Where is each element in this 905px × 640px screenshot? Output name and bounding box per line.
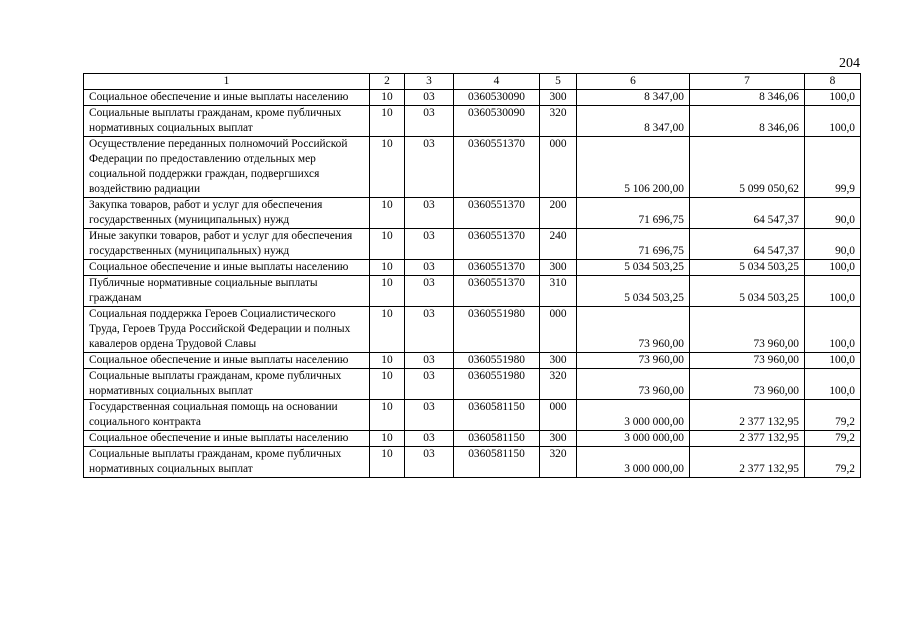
- row-actual-amount: 64 547,37: [690, 229, 805, 260]
- row-planned-amount: 71 696,75: [577, 229, 690, 260]
- row-execution-percent: 99,9: [805, 137, 861, 198]
- row-description: Иные закупки товаров, работ и услуг для обеспечения государственных (муниципальных) нужд: [84, 229, 370, 260]
- table-row: [84, 229, 861, 260]
- row-expense-type-code: 310: [540, 276, 577, 307]
- row-actual-amount: 5 034 503,25: [690, 276, 805, 307]
- row-target-article-code: 0360530090: [454, 106, 540, 137]
- row-execution-percent: 100,0: [805, 353, 861, 369]
- row-target-article-code: 0360551370: [454, 229, 540, 260]
- row-planned-amount: 73 960,00: [577, 353, 690, 369]
- row-actual-amount: 73 960,00: [690, 353, 805, 369]
- row-section-code: 10: [370, 137, 405, 198]
- row-planned-amount: 5 034 503,25: [577, 276, 690, 307]
- row-planned-amount: 5 034 503,25: [577, 260, 690, 276]
- row-planned-amount: 8 347,00: [577, 90, 690, 106]
- header-cell: 2: [370, 74, 405, 90]
- row-description: Государственная социальная помощь на основании социального контракта: [84, 400, 370, 431]
- row-target-article-code: 0360530090: [454, 90, 540, 106]
- row-actual-amount: 2 377 132,95: [690, 431, 805, 447]
- row-section-code: 10: [370, 106, 405, 137]
- row-section-code: 10: [370, 276, 405, 307]
- row-subsection-code: 03: [405, 260, 454, 276]
- row-target-article-code: 0360551370: [454, 137, 540, 198]
- row-section-code: 10: [370, 431, 405, 447]
- row-execution-percent: 100,0: [805, 260, 861, 276]
- row-expense-type-code: 000: [540, 307, 577, 353]
- table-row: [84, 431, 861, 447]
- row-subsection-code: 03: [405, 137, 454, 198]
- row-description: Социальная поддержка Героев Социалистического Труда, Героев Труда Российской Федерации и полных кавалеров ордена Трудовой Славы: [84, 307, 370, 353]
- row-expense-type-code: 320: [540, 447, 577, 478]
- row-subsection-code: 03: [405, 447, 454, 478]
- row-expense-type-code: 300: [540, 90, 577, 106]
- row-expense-type-code: 000: [540, 400, 577, 431]
- row-execution-percent: 100,0: [805, 90, 861, 106]
- page-number: 204: [839, 56, 860, 71]
- row-target-article-code: 0360551370: [454, 276, 540, 307]
- row-actual-amount: 8 346,06: [690, 106, 805, 137]
- row-subsection-code: 03: [405, 106, 454, 137]
- row-expense-type-code: 000: [540, 137, 577, 198]
- row-section-code: 10: [370, 353, 405, 369]
- row-description: Социальное обеспечение и иные выплаты населению: [84, 90, 370, 106]
- header-cell: 1: [84, 74, 370, 90]
- budget-execution-table: [83, 73, 861, 478]
- row-actual-amount: 2 377 132,95: [690, 447, 805, 478]
- row-execution-percent: 90,0: [805, 198, 861, 229]
- row-section-code: 10: [370, 400, 405, 431]
- row-section-code: 10: [370, 229, 405, 260]
- row-actual-amount: 5 034 503,25: [690, 260, 805, 276]
- row-actual-amount: 8 346,06: [690, 90, 805, 106]
- table-row: [84, 400, 861, 431]
- row-description: Социальные выплаты гражданам, кроме публичных нормативных социальных выплат: [84, 106, 370, 137]
- row-description: Социальное обеспечение и иные выплаты населению: [84, 353, 370, 369]
- header-cell: 3: [405, 74, 454, 90]
- row-description: Социальное обеспечение и иные выплаты населению: [84, 260, 370, 276]
- table-row: [84, 137, 861, 198]
- row-subsection-code: 03: [405, 400, 454, 431]
- row-section-code: 10: [370, 307, 405, 353]
- row-execution-percent: 100,0: [805, 106, 861, 137]
- header-cell: 8: [805, 74, 861, 90]
- header-cell: 4: [454, 74, 540, 90]
- row-execution-percent: 79,2: [805, 431, 861, 447]
- row-target-article-code: 0360551980: [454, 307, 540, 353]
- header-cell: 6: [577, 74, 690, 90]
- row-description: Социальные выплаты гражданам, кроме публичных нормативных социальных выплат: [84, 447, 370, 478]
- row-expense-type-code: 300: [540, 431, 577, 447]
- row-actual-amount: 5 099 050,62: [690, 137, 805, 198]
- row-planned-amount: 3 000 000,00: [577, 447, 690, 478]
- row-planned-amount: 3 000 000,00: [577, 400, 690, 431]
- row-planned-amount: 71 696,75: [577, 198, 690, 229]
- row-description: Осуществление переданных полномочий Российской Федерации по предоставлению отдельных мер социальной поддержки граждан, подвергшихся воздействию радиации: [84, 137, 370, 198]
- row-target-article-code: 0360551980: [454, 353, 540, 369]
- row-execution-percent: 79,2: [805, 447, 861, 478]
- row-subsection-code: 03: [405, 369, 454, 400]
- row-planned-amount: 3 000 000,00: [577, 431, 690, 447]
- table-row: [84, 198, 861, 229]
- table-body: [84, 90, 861, 478]
- row-expense-type-code: 300: [540, 353, 577, 369]
- row-actual-amount: 73 960,00: [690, 307, 805, 353]
- row-planned-amount: 73 960,00: [577, 307, 690, 353]
- row-subsection-code: 03: [405, 431, 454, 447]
- row-actual-amount: 2 377 132,95: [690, 400, 805, 431]
- row-section-code: 10: [370, 198, 405, 229]
- row-expense-type-code: 320: [540, 369, 577, 400]
- row-description: Публичные нормативные социальные выплаты гражданам: [84, 276, 370, 307]
- row-target-article-code: 0360551980: [454, 369, 540, 400]
- row-execution-percent: 79,2: [805, 400, 861, 431]
- row-section-code: 10: [370, 90, 405, 106]
- row-target-article-code: 0360551370: [454, 198, 540, 229]
- table-row: [84, 369, 861, 400]
- row-target-article-code: 0360551370: [454, 260, 540, 276]
- row-subsection-code: 03: [405, 353, 454, 369]
- row-description: Социальные выплаты гражданам, кроме публичных нормативных социальных выплат: [84, 369, 370, 400]
- row-expense-type-code: 320: [540, 106, 577, 137]
- row-section-code: 10: [370, 260, 405, 276]
- row-actual-amount: 64 547,37: [690, 198, 805, 229]
- table-row: [84, 260, 861, 276]
- header-cell: 7: [690, 74, 805, 90]
- table-row: [84, 447, 861, 478]
- row-subsection-code: 03: [405, 229, 454, 260]
- row-execution-percent: 100,0: [805, 307, 861, 353]
- row-section-code: 10: [370, 369, 405, 400]
- row-subsection-code: 03: [405, 198, 454, 229]
- row-execution-percent: 100,0: [805, 369, 861, 400]
- row-planned-amount: 5 106 200,00: [577, 137, 690, 198]
- table-row: [84, 106, 861, 137]
- header-cell: 5: [540, 74, 577, 90]
- row-actual-amount: 73 960,00: [690, 369, 805, 400]
- row-execution-percent: 100,0: [805, 276, 861, 307]
- row-subsection-code: 03: [405, 307, 454, 353]
- row-subsection-code: 03: [405, 90, 454, 106]
- row-target-article-code: 0360581150: [454, 447, 540, 478]
- row-execution-percent: 90,0: [805, 229, 861, 260]
- row-target-article-code: 0360581150: [454, 400, 540, 431]
- header-row: [84, 74, 861, 90]
- row-description: Закупка товаров, работ и услуг для обеспечения государственных (муниципальных) нужд: [84, 198, 370, 229]
- table-row: [84, 307, 861, 353]
- table-row: [84, 90, 861, 106]
- table-row: [84, 276, 861, 307]
- table-row: [84, 353, 861, 369]
- row-planned-amount: 73 960,00: [577, 369, 690, 400]
- row-description: Социальное обеспечение и иные выплаты населению: [84, 431, 370, 447]
- row-section-code: 10: [370, 447, 405, 478]
- row-expense-type-code: 300: [540, 260, 577, 276]
- row-subsection-code: 03: [405, 276, 454, 307]
- row-expense-type-code: 200: [540, 198, 577, 229]
- row-planned-amount: 8 347,00: [577, 106, 690, 137]
- row-expense-type-code: 240: [540, 229, 577, 260]
- row-target-article-code: 0360581150: [454, 431, 540, 447]
